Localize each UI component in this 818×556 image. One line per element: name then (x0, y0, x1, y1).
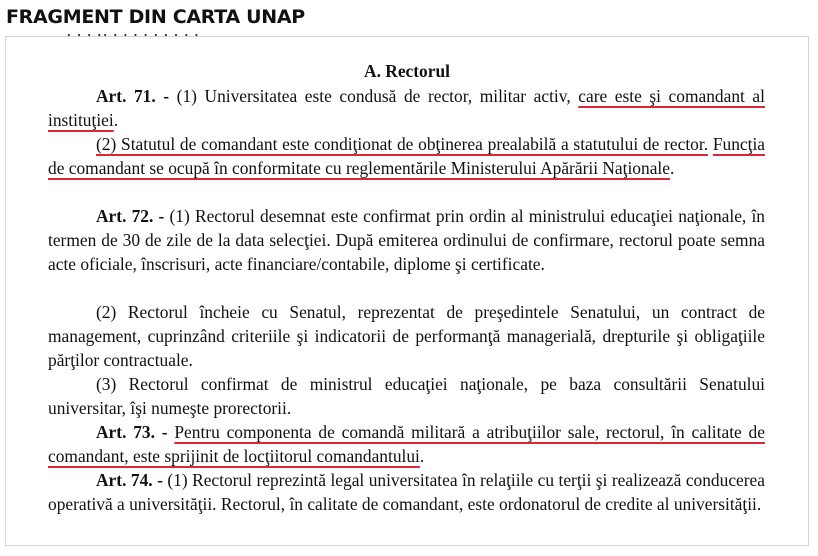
art71-paragraph-2 (48, 132, 765, 180)
cut-off-line: · · · ·· · · · · · · · · · (66, 25, 200, 45)
art73-highlight: Pentru componenta de comandă militară a atribuţiilor sale, rectorul, în calitate de comandant, este sprijinit de locţiitorul comandantului (48, 422, 765, 467)
art73-end: . (419, 446, 425, 467)
art74-text: (1) Rectorul reprezintă legal universitatea în relaţiile cu terţii şi realizează conducerea operativă a universităţii. Rectorul, în calitate de comandant, este ordonatorul de credite al universităţii. (48, 470, 765, 515)
art71-end: . (113, 110, 119, 131)
art73-label: Art. 73. - (96, 422, 168, 442)
art72-text-1: (1) Rectorul desemnat este confirmat prin ordin al ministrului educaţiei naţionale, în termen de 30 de zile de la data selecţiei. După emiterea ordinului de confirmare, rectorul poate semna acte oficiale, înscrisuri, acte financiare/contabile, diplome şi certificate. (48, 206, 765, 275)
art71-label: Art. 71. - (96, 86, 170, 106)
art71-text: (1) Universitatea este condusă de rector, militar activ, (169, 86, 579, 106)
page-title: FRAGMENT DIN CARTA UNAP (6, 6, 305, 28)
art73-paragraph (48, 420, 765, 468)
art71-p2-highlight-2: Funcţia de comandant se ocupă în conformitate cu reglementările Ministerului Apărării Naţionale (48, 134, 765, 179)
document-body (6, 25, 808, 545)
art74-paragraph (48, 468, 765, 516)
document-excerpt (5, 25, 809, 546)
art72-paragraph-1 (48, 204, 765, 277)
art71-paragraph-1 (48, 84, 765, 132)
art74-label: Art. 74. - (96, 470, 163, 490)
section-title: A. Rectorul (364, 61, 450, 81)
art72-label: Art. 72. - (96, 206, 165, 226)
art71-p2-highlight-1: (2) Statutul de comandant este condiţionat de obţinerea prealabilă a statutului de rector. (96, 134, 709, 154)
art71-p2-end: . (669, 158, 675, 179)
art72-paragraph-2: (2) Rectorul încheie cu Senatul, reprezentat de preşedintele Senatului, un contract de management, cuprinzând criteriile şi indicatorii de performanţă managerială, drepturile şi obligaţiile părţilor contractuale. (48, 302, 765, 371)
art72-paragraph-3: (3) Rectorul confirmat de ministrul educaţiei naţionale, pe baza consultării Senatului universitar, îşi numeşte prorectorii. (48, 374, 765, 419)
art71-highlight: care este şi comandant al instituţiei (48, 86, 765, 131)
